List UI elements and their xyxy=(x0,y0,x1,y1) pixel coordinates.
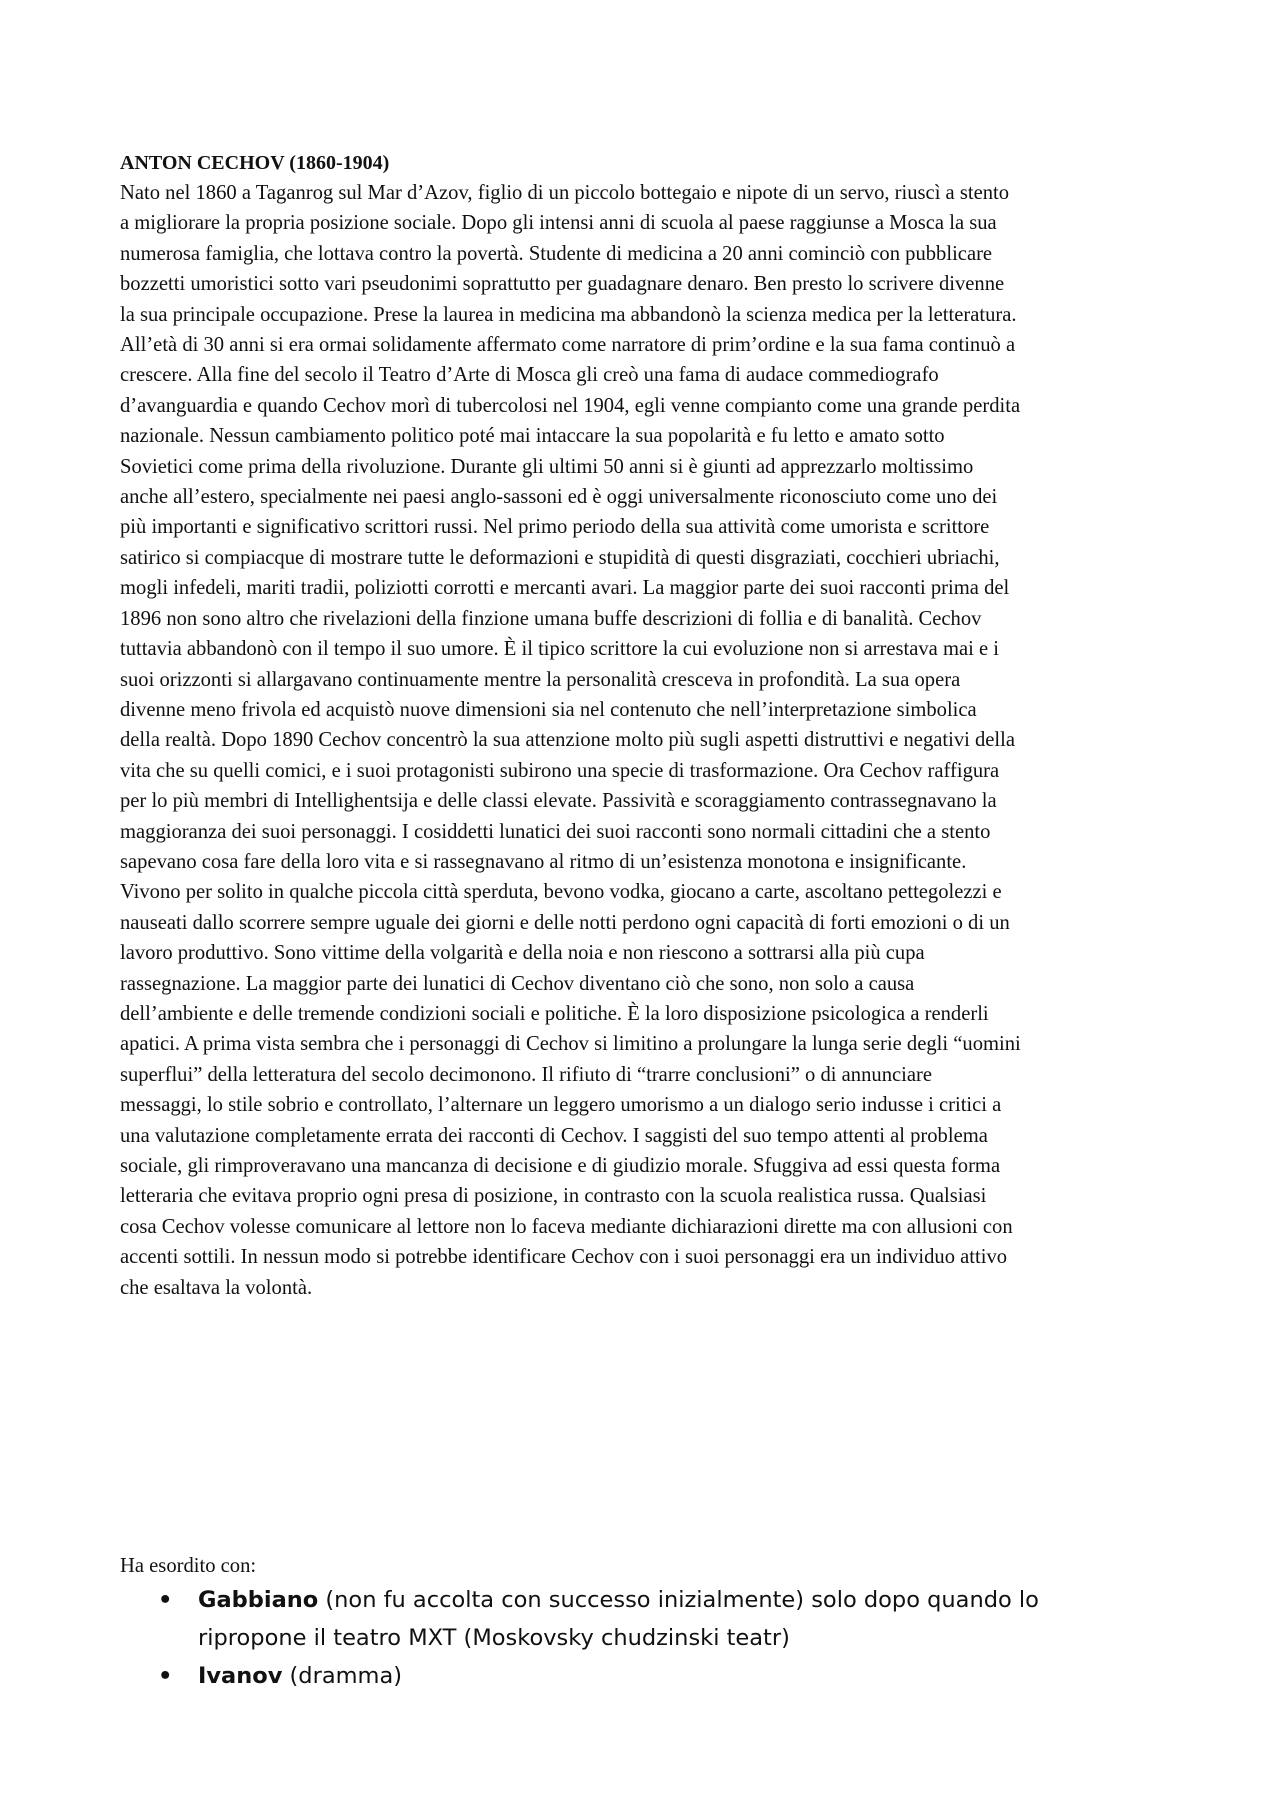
work-description: (non fu accolta con successo inizialmente) solo dopo quando lo xyxy=(318,1587,1039,1613)
text-line: sociale, gli rimproveravano una mancanza di decisione e di giudizio morale. Sfuggiva ad essi questa forma xyxy=(120,1155,1001,1177)
text-line: anche all’estero, specialmente nei paesi anglo-sassoni ed è oggi universalmente riconosciuto come uno dei xyxy=(120,486,998,509)
text-line: messaggi, lo stile sobrio e controllato, l’alternare un leggero umorismo a un dialogo serio indusse i critici a xyxy=(120,1094,1002,1117)
text-line: letteraria che evitava proprio ogni presa di posizione, in contrasto con la scuola realistica russa. Qualsiasi xyxy=(120,1185,987,1208)
text-line: lavoro produttivo. Sono vittime della volgarità e della noia e non riescono a sottrarsi alla più cupa xyxy=(120,942,925,965)
text-line: cosa Cechov volesse comunicare al lettore non lo faceva mediante dichiarazioni dirette ma con allusioni con xyxy=(120,1215,1013,1238)
text-line: maggioranza dei suoi personaggi. I cosiddetti lunatici dei suoi racconti sono normali cittadini che a stento xyxy=(120,820,991,843)
bullet-icon: • xyxy=(158,1663,173,1689)
text-line: 1896 non sono altro che rivelazioni della finzione umana buffe descrizioni di follia e di banalità. Cechov xyxy=(120,607,982,630)
document-title: ANTON CECHOV (1860-1904) xyxy=(120,152,390,174)
debut-intro: Ha esordito con: xyxy=(120,1555,257,1577)
text-line: vita che su quelli comici, e i suoi protagonisti subirono una specie di trasformazione. Ora Cechov raffigura xyxy=(120,759,1000,782)
list-item-gabbiano xyxy=(158,1581,1158,1657)
text-line: crescere. Alla fine del secolo il Teatro d’Arte di Mosca gli creò una fama di audace commediografo xyxy=(120,364,939,387)
text-line: bozzetti umoristici sotto vari pseudonimi soprattutto per guadagnare denaro. Ben presto lo scrivere divenne xyxy=(120,273,1005,296)
list-item-ivanov xyxy=(158,1657,1158,1695)
text-line: All’età di 30 anni si era ormai solidamente affermato come narratore di prim’ordine e la sua fama continuò a xyxy=(120,334,1016,357)
text-line: che esaltava la volontà. xyxy=(120,1276,313,1299)
text-line: una valutazione completamente errata dei racconti di Cechov. I saggisti del suo tempo attenti al problema xyxy=(120,1124,988,1147)
work-description: ripropone il teatro MXT (Moskovsky chudzinski teatr) xyxy=(198,1625,790,1651)
bullet-icon: • xyxy=(158,1587,173,1613)
text-line: della realtà. Dopo 1890 Cechov concentrò la sua attenzione molto più sugli aspetti distruttivi e negativi della xyxy=(120,729,1016,752)
text-line: divenne meno frivola ed acquistò nuove dimensioni sia nel contenuto che nell’interpretazione simbolica xyxy=(120,698,977,721)
text-line: dell’ambiente e delle tremende condizioni sociali e politiche. È la loro disposizione psicologica a renderli xyxy=(120,1002,989,1025)
text-line: sapevano cosa fare della loro vita e si rassegnavano al ritmo di un’esistenza monotona e insignificante. xyxy=(120,850,967,873)
text-line: superflui” della letteratura del secolo decimonono. Il rifiuto di “trarre conclusioni” o di annunciare xyxy=(120,1063,932,1086)
text-line: nauseati dallo scorrere sempre uguale dei giorni e delle notti perdono ogni capacità di forti emozioni o di un xyxy=(120,911,1010,934)
work-title: Ivanov xyxy=(198,1663,283,1689)
text-line: accenti sottili. In nessun modo si potrebbe identificare Cechov con i suoi personaggi era un individuo attivo xyxy=(120,1246,1008,1269)
text-line: mogli infedeli, mariti tradii, poliziotti corrotti e mercanti avari. La maggior parte dei suoi racconti prima del xyxy=(120,577,1010,600)
text-line: più importanti e significativo scrittori russi. Nel primo periodo della sua attività come umorista e scrittore xyxy=(120,516,990,539)
work-description: (dramma) xyxy=(282,1663,403,1689)
text-line: nazionale. Nessun cambiamento politico poté mai intaccare la sua popolarità e fu letto e amato sotto xyxy=(120,425,945,448)
works-list xyxy=(158,1581,1158,1695)
text-line: Sovietici come prima della rivoluzione. Durante gli ultimi 50 anni si è giunti ad apprezzarlo moltissimo xyxy=(120,455,974,478)
text-line: d’avanguardia e quando Cechov morì di tubercolosi nel 1904, egli venne compianto come una grande perdita xyxy=(120,394,1021,417)
text-line: la sua principale occupazione. Prese la laurea in medicina ma abbandonò la scienza medica per la letteratura. xyxy=(120,303,1017,326)
text-line: tuttavia abbandonò con il tempo il suo umore. È il tipico scrittore la cui evoluzione non si arrestava mai e i xyxy=(120,638,999,661)
text-line: suoi orizzonti si allargavano continuamente mentre la personalità cresceva in profondità. La sua opera xyxy=(120,668,961,691)
text-line: rassegnazione. La maggior parte dei lunatici di Cechov diventano ciò che sono, non solo a causa xyxy=(120,972,915,995)
text-line: satirico si compiacque di mostrare tutte le deformazioni e stupidità di questi disgraziati, cocchieri ubriachi, xyxy=(120,546,1000,569)
text-line: apatici. A prima vista sembra che i personaggi di Cechov si limitino a prolungare la lunga serie degli “uomini xyxy=(120,1033,1021,1056)
work-title: Gabbiano xyxy=(198,1587,319,1613)
text-line: numerosa famiglia, che lottava contro la povertà. Studente di medicina a 20 anni cominciò con pubblicare xyxy=(120,242,993,265)
text-line: Nato nel 1860 a Taganrog sul Mar d’Azov, figlio di un piccolo bottegaio e nipote di un servo, riuscì a stento xyxy=(120,182,1010,204)
text-line: Vivono per solito in qualche piccola città sperduta, bevono vodka, giocano a carte, ascoltano pettegolezzi e xyxy=(120,881,1002,904)
biography-paragraph xyxy=(120,178,1170,1303)
text-line: per lo più membri di Intellighentsija e delle classi elevate. Passività e scoraggiamento contrassegnavano la xyxy=(120,790,997,813)
text-line: a migliorare la propria posizione sociale. Dopo gli intensi anni di scuola al paese raggiunse a Mosca la sua xyxy=(120,212,997,235)
